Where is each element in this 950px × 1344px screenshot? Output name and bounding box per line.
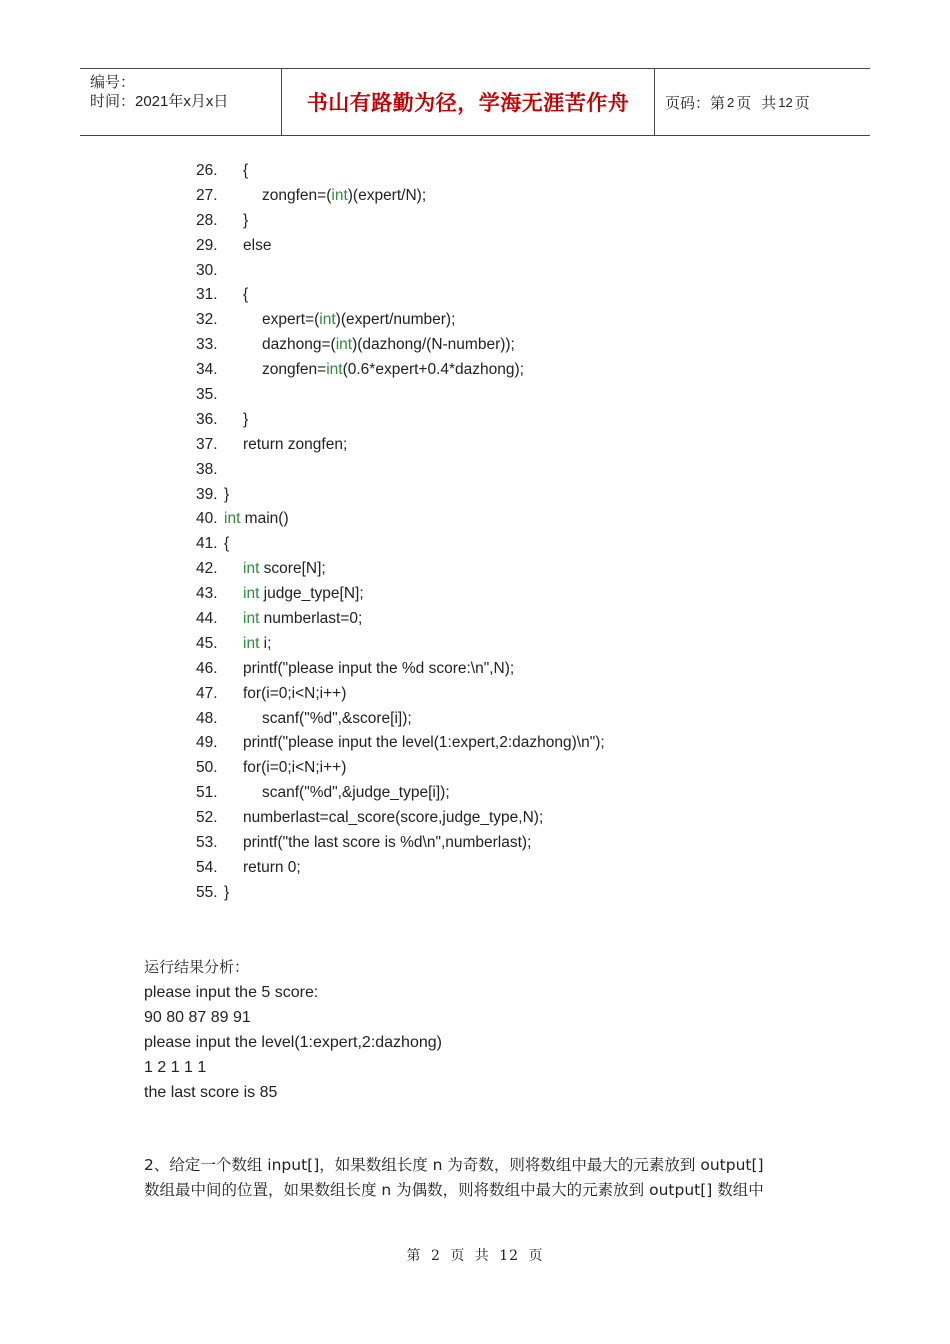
line-number: 32. <box>196 311 218 329</box>
code-fragment: main() <box>240 510 289 528</box>
code-line <box>196 259 224 284</box>
code-fragment: else <box>243 236 272 254</box>
code-fragment: for(i=0;i<N;i++) <box>243 684 347 702</box>
code-line <box>196 358 524 383</box>
total-unit: 页 <box>794 94 810 112</box>
code-text <box>262 707 412 732</box>
result-line: please input the level(1:expert,2:dazhong) <box>144 1034 442 1051</box>
line-number: 34. <box>196 361 218 379</box>
result-heading: 运行结果分析： <box>144 958 250 976</box>
code-line <box>196 184 427 209</box>
code-text <box>262 358 524 383</box>
code-line <box>196 408 249 433</box>
page-number: 2 <box>727 94 735 110</box>
keyword: int <box>335 336 353 354</box>
line-number: 54. <box>196 858 218 876</box>
task-line: 2、给定一个数组 input[]，如果数组长度 n 为奇数，则将数组中最大的元素放到 output[] <box>144 1156 764 1174</box>
line-number: 33. <box>196 336 218 354</box>
code-text <box>243 234 271 259</box>
footer-gong: 共 <box>474 1248 490 1264</box>
code-text <box>243 607 362 632</box>
keyword: int <box>243 585 260 603</box>
line-number: 40. <box>196 510 218 528</box>
code-text <box>224 483 229 508</box>
line-number: 31. <box>196 286 218 304</box>
code-fragment: )(expert/number); <box>335 311 456 329</box>
code-text <box>243 433 347 458</box>
code-text <box>243 856 301 881</box>
code-line <box>196 209 249 234</box>
code-fragment: numberlast=0; <box>259 610 363 628</box>
code-fragment: { <box>243 286 249 304</box>
footer-di: 第 <box>406 1248 422 1264</box>
code-fragment: numberlast=cal_score(score,judge_type,N); <box>243 809 544 827</box>
code-line <box>196 433 348 458</box>
code-text <box>243 731 605 756</box>
code-text <box>224 532 229 557</box>
code-text <box>262 333 515 358</box>
code-text <box>243 582 364 607</box>
code-text <box>224 881 229 906</box>
code-line <box>196 657 515 682</box>
line-number: 26. <box>196 162 218 179</box>
code-line <box>196 333 515 358</box>
page-footer <box>0 1245 950 1265</box>
line-number: 35. <box>196 386 218 404</box>
code-line <box>196 234 272 259</box>
line-number: 46. <box>196 659 218 677</box>
line-number: 29. <box>196 236 218 254</box>
code-line <box>196 383 224 408</box>
keyword: int <box>243 634 260 652</box>
code-line <box>196 582 364 607</box>
line-number: 36. <box>196 410 218 428</box>
code-fragment: )(dazhong/(N-number)); <box>352 336 515 354</box>
run-result-section <box>144 955 442 1105</box>
header-page-info <box>655 69 870 135</box>
code-fragment: scanf("%d",&score[i]); <box>262 709 412 727</box>
code-listing <box>196 159 605 906</box>
code-fragment: return 0; <box>243 858 301 876</box>
line-number: 44. <box>196 610 218 628</box>
page-label: 页码：第 <box>665 94 726 112</box>
keyword: int <box>224 510 241 528</box>
footer-page-number: 2 <box>430 1248 441 1264</box>
line-number: 55. <box>196 883 218 901</box>
code-text <box>243 806 543 831</box>
code-line <box>196 806 544 831</box>
code-text <box>243 557 326 582</box>
line-number: 48. <box>196 709 218 727</box>
code-line <box>196 557 326 582</box>
line-number: 41. <box>196 535 218 553</box>
page-unit: 页 <box>736 94 752 112</box>
code-fragment: return zongfen; <box>243 435 348 453</box>
code-text <box>243 209 248 234</box>
line-number: 27. <box>196 186 218 204</box>
footer-ye2: 页 <box>528 1248 544 1264</box>
code-fragment: } <box>243 410 249 428</box>
page-header <box>80 68 870 136</box>
line-number: 49. <box>196 734 218 752</box>
line-number: 39. <box>196 485 218 503</box>
code-line <box>196 159 249 184</box>
code-fragment: )(expert/N); <box>347 186 427 204</box>
footer-total-number: 12 <box>499 1248 520 1264</box>
code-line <box>196 283 249 308</box>
code-line <box>196 881 230 906</box>
time-label: 时间：2021年x月x日 <box>90 93 229 110</box>
code-text <box>243 682 346 707</box>
code-fragment: printf("the last score is %d\n",numberlast); <box>243 834 532 852</box>
keyword: int <box>319 311 336 329</box>
code-line <box>196 756 347 781</box>
code-line <box>196 682 347 707</box>
result-line: 1 2 1 1 1 <box>144 1059 207 1076</box>
line-number: 51. <box>196 784 218 802</box>
code-fragment: for(i=0;i<N;i++) <box>243 759 347 777</box>
line-number: 45. <box>196 634 218 652</box>
code-text <box>262 308 455 333</box>
code-line <box>196 632 272 657</box>
code-fragment: scanf("%d",&judge_type[i]); <box>262 784 450 802</box>
line-number: 47. <box>196 684 218 702</box>
line-number: 42. <box>196 560 218 578</box>
code-text <box>243 756 346 781</box>
code-fragment: { <box>243 162 249 179</box>
code-line <box>196 507 289 532</box>
code-fragment: score[N]; <box>259 560 326 578</box>
code-fragment: printf("please input the level(1:expert,2:dazhong)\n"); <box>243 734 605 752</box>
code-text <box>224 507 289 532</box>
total-label: 共 <box>761 94 777 112</box>
keyword: int <box>243 610 260 628</box>
code-line <box>196 856 301 881</box>
header-motto-cell <box>282 69 655 135</box>
code-text <box>262 781 450 806</box>
code-text <box>243 159 248 184</box>
line-number: 37. <box>196 435 218 453</box>
code-line <box>196 831 532 856</box>
keyword: int <box>331 186 348 204</box>
task-line: 数组最中间的位置，如果数组长度 n 为偶数，则将数组中最大的元素放到 output[] 数组中 <box>144 1181 764 1199</box>
task-description <box>144 1153 824 1203</box>
result-line: please input the 5 score: <box>144 984 319 1001</box>
code-fragment: zongfen=( <box>262 186 332 204</box>
line-number: 38. <box>196 460 218 478</box>
code-fragment: { <box>224 535 230 553</box>
code-fragment: printf("please input the %d score:\n",N); <box>243 659 515 677</box>
code-fragment: expert=( <box>262 311 320 329</box>
code-line <box>196 483 230 508</box>
code-text <box>243 408 248 433</box>
line-number: 28. <box>196 211 218 229</box>
header-motto: 书山有路勤为径，学海无涯苦作舟 <box>306 91 630 115</box>
code-line <box>196 532 230 557</box>
code-line <box>196 607 363 632</box>
code-text <box>243 657 514 682</box>
line-number: 53. <box>196 834 218 852</box>
code-text <box>243 831 531 856</box>
line-number: 30. <box>196 261 218 279</box>
code-text <box>243 283 248 308</box>
code-fragment: judge_type[N]; <box>259 585 364 603</box>
code-text <box>262 184 426 209</box>
header-meta <box>80 69 282 135</box>
number-label: 编号： <box>90 74 136 91</box>
total-number: 12 <box>778 94 793 110</box>
code-line <box>196 458 224 483</box>
line-number: 43. <box>196 585 218 603</box>
code-line <box>196 731 605 756</box>
code-fragment: dazhong=( <box>262 336 336 354</box>
keyword: int <box>243 560 260 578</box>
code-fragment: } <box>224 485 230 503</box>
code-text <box>243 632 271 657</box>
keyword: int <box>326 361 343 379</box>
code-line <box>196 308 456 333</box>
code-fragment: } <box>224 883 230 901</box>
result-line: 90 80 87 89 91 <box>144 1009 251 1026</box>
line-number: 50. <box>196 759 218 777</box>
code-fragment: (0.6*expert+0.4*dazhong); <box>342 361 524 379</box>
line-number: 52. <box>196 809 218 827</box>
code-line <box>196 707 412 732</box>
code-line <box>196 781 450 806</box>
result-line: the last score is 85 <box>144 1084 278 1101</box>
footer-ye: 页 <box>450 1248 466 1264</box>
code-fragment: zongfen= <box>262 361 327 379</box>
code-fragment: i; <box>259 634 272 652</box>
code-fragment: } <box>243 211 249 229</box>
